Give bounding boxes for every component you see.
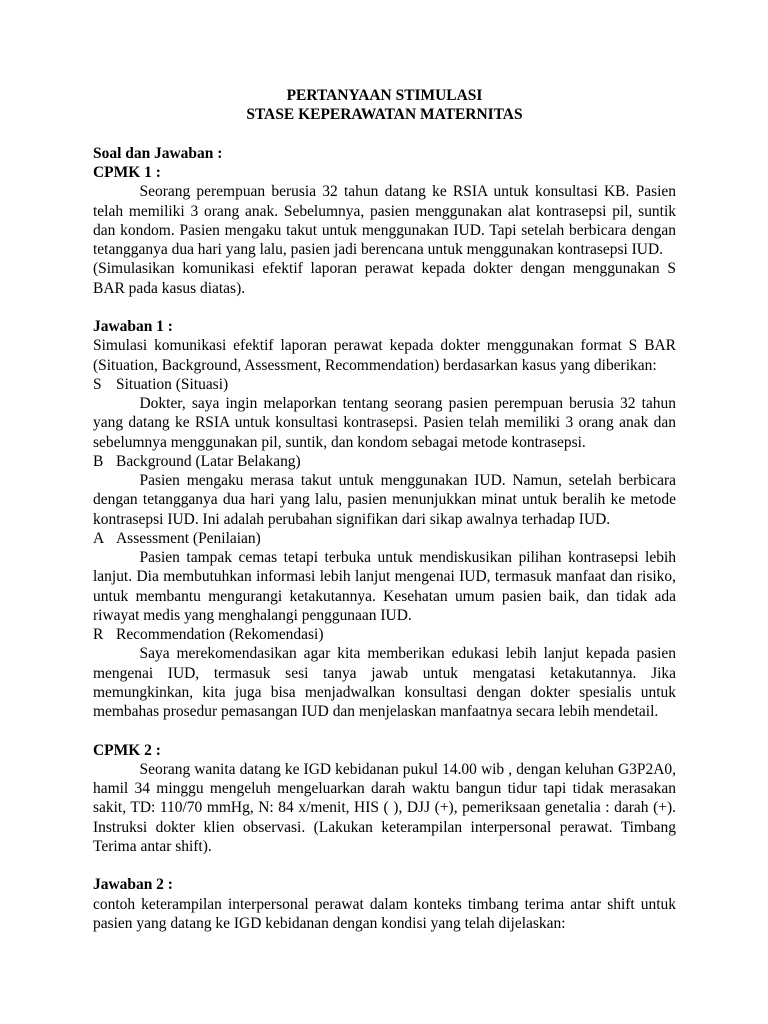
sbar-situation (93, 375, 676, 452)
answer-line: membahas prosedur pemasangan IUD dan menjelaskan manfaatnya secara lebih mendetail. (93, 703, 659, 720)
cpmk2-section (93, 741, 676, 857)
question-line: sakit, TD: 110/70 mmHg, N: 84 x/menit, HIS ( ), DJJ (+), pemeriksaan genetalia : darah (+). (93, 799, 676, 817)
answer-line: lanjut. Dia membutuhkan informasi lebih lanjut mengenai IUD, termasuk manfaat dan risiko, (93, 568, 676, 586)
cpmk2-heading: CPMK 2 : (93, 741, 161, 759)
sbar-assessment (93, 529, 676, 625)
answer-line: Pasien mengaku merasa takut untuk menggunakan IUD. Namun, setelah berbicara (139, 472, 676, 489)
jawaban2-heading: Jawaban 2 : (93, 876, 173, 894)
answer-line: Pasien tampak cemas tetapi terbuka untuk mendiskusikan pilihan kontrasepsi lebih (139, 549, 676, 566)
sbar-heading (93, 452, 676, 471)
question-line: Seorang perempuan berusia 32 tahun datang ke RSIA untuk konsultasi KB. Pasien (139, 183, 676, 201)
question-line: Terima antar shift). (93, 837, 212, 855)
sbar-letter: R (93, 626, 104, 643)
document-subtitle: STASE KEPERAWATAN MATERNITAS (246, 106, 523, 124)
sbar-background (93, 452, 676, 529)
answer-line: untuk membantu mengurangi ketakutannya. Kesehatan umum pasien baik, dan tidak ada (93, 587, 676, 605)
document-header (93, 86, 676, 125)
question-line: dan kondom. Pasien mengaku takut untuk menggunakan IUD. Tapi setelah berbicara dengan (93, 221, 676, 239)
jawaban1-heading: Jawaban 1 : (93, 318, 173, 335)
document-title: PERTANYAAN STIMULASI (286, 87, 483, 104)
sbar-heading (93, 375, 676, 394)
jawaban2-section (93, 875, 676, 933)
sbar-letter: A (93, 529, 105, 547)
question-line: hamil 34 minggu mengeluh mengeluarkan darah waktu bangun tidur tapi tidak merasakan (93, 780, 676, 797)
jawaban1-section (93, 317, 676, 721)
question-line: telah memiliki 3 orang anak. Sebelumnya, pasien menggunakan alat kontrasepsi pil, suntik (93, 202, 676, 220)
sbar-letter: S (93, 375, 102, 393)
answer-line: dengan tetangganya dua hari yang lalu, pasien menunjukkan minat untuk beralih ke metode (93, 491, 676, 509)
document-page (93, 86, 676, 933)
answer-line: sebelumnya menggunakan pil, suntik, dan kondom sebagai metode kontrasepsi. (93, 433, 586, 451)
cpmk1-heading: CPMK 1 : (93, 164, 161, 181)
answer-line: Simulasi komunikasi efektif laporan perawat kepada dokter menggunakan format S BAR (93, 337, 676, 355)
question-line: Seorang wanita datang ke IGD kebidanan pukul 14.00 wib , dengan keluhan G3P2A0, (139, 760, 676, 778)
answer-line: kontrasepsi IUD. Ini adalah perubahan signifikan dari sikap awalnya terhadap IUD. (93, 510, 611, 528)
question-line: tetangganya dua hari yang lalu, pasien jadi berencana untuk menggunakan kontrasepsi IUD. (93, 241, 664, 258)
answer-line: mengenai IUD, termasuk sesi tanya jawab untuk mengatasi ketakutannya. Jika (93, 664, 676, 682)
answer-line: Dokter, saya ingin melaporkan tentang seorang pasien perempuan berusia 32 tahun (139, 395, 676, 412)
sbar-label: Recommendation (Rekomendasi) (116, 626, 324, 643)
question-line: Instruksi dokter klien observasi. (Lakukan keterampilan interpersonal perawat. Timbang (93, 818, 676, 836)
answer-line: Saya merekomendasikan agar kita memberikan edukasi lebih lanjut kepada pasien (139, 645, 676, 663)
cpmk1-section (93, 144, 676, 298)
question-line: BAR pada kasus diatas). (93, 279, 246, 297)
sbar-label: Situation (Situasi) (116, 375, 229, 393)
answer-line: yang datang ke RSIA untuk konsultasi kontrasepsi. Pasien telah memiliki 3 orang anak dan (93, 414, 676, 432)
sbar-recommendation (93, 625, 676, 721)
answer-line: memungkinkan, kita juga bisa menjadwalkan konsultasi dengan dokter spesialis untuk (93, 683, 676, 701)
answer-line: pasien yang datang ke IGD kebidanan dengan kondisi yang telah dijelaskan: (93, 914, 566, 932)
sbar-heading (93, 625, 676, 644)
question-line: (Simulasikan komunikasi efektif laporan perawat kepada dokter dengan menggunakan S (93, 260, 676, 278)
sbar-label: Background (Latar Belakang) (116, 452, 301, 470)
section-heading: Soal dan Jawaban : (93, 144, 223, 162)
answer-line: riwayat medis yang menghalangi penggunaan IUD. (93, 606, 412, 624)
sbar-letter: B (93, 452, 104, 470)
sbar-heading (93, 529, 676, 548)
sbar-label: Assessment (Penilaian) (116, 529, 261, 547)
answer-line: (Situation, Background, Assessment, Recommendation) berdasarkan kasus yang diberikan: (93, 356, 657, 374)
answer-line: contoh keterampilan interpersonal perawat dalam konteks timbang terima antar shift untuk (93, 895, 676, 913)
